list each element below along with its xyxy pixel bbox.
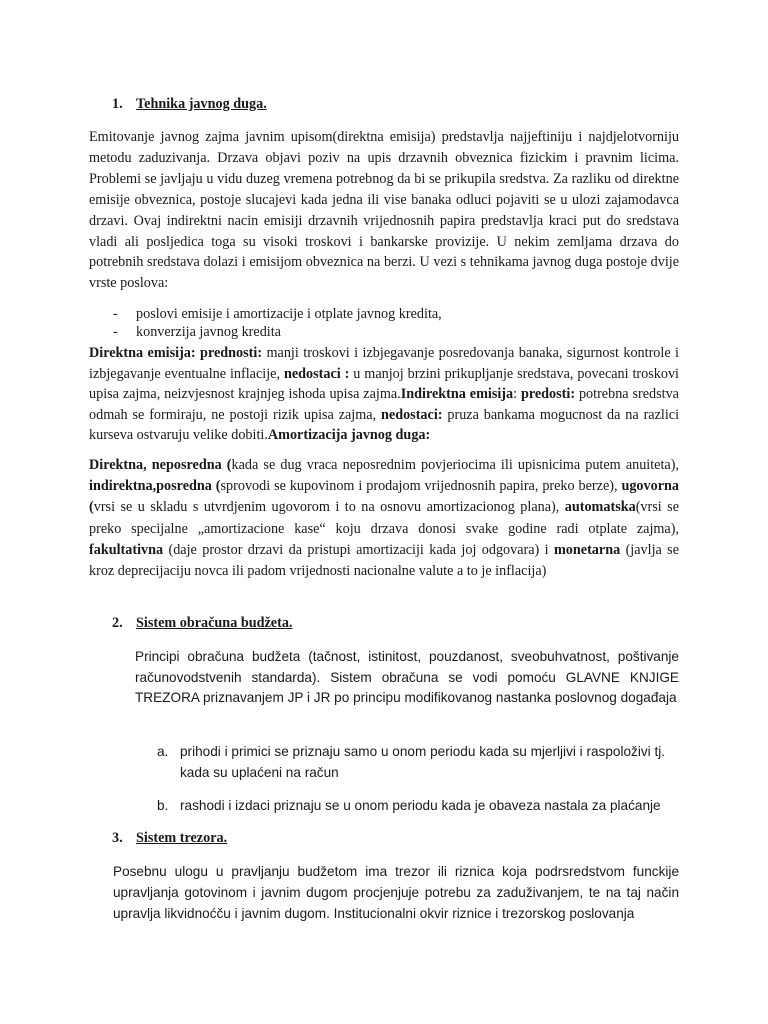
body-text: (vrsi se preko specijalne „amortizacione kase“ koju drzava donosi svake godine radi otplate zajma), — [89, 499, 679, 537]
body-text: (daje prostor drzavi da pristupi amortizaciji kada joj odgovara) i — [163, 541, 554, 558]
section-number: 2. — [112, 615, 123, 631]
section-title: Sistem obračuna budžeta. — [136, 615, 293, 631]
bullet-item — [113, 322, 281, 343]
section-title: Sistem trezora. — [136, 830, 228, 846]
list-marker: a. — [157, 744, 169, 759]
bold-term: Indirektna emisija — [400, 386, 514, 403]
bold-term: predosti: — [520, 386, 576, 403]
bold-term: nedostaci: — [381, 406, 443, 423]
section-1-heading — [112, 94, 267, 115]
section-title: Tehnika javnog duga. — [136, 96, 267, 112]
bullet-text: poslovi emisije i amortizacije i otplate javnog kredita, — [136, 306, 442, 322]
body-text: sprovodi se kupovinom i prodajom vrijednosnih papira, preko berze), — [220, 478, 622, 495]
bullet-dash: - — [113, 306, 118, 322]
body-text: vrsi se u skladu s utvrdjenim ugovorom i to na osnovu amortizacionog plana), — [93, 499, 565, 516]
bold-term: monetarna — [553, 541, 621, 558]
bold-term: nedostaci : — [283, 365, 350, 382]
section-1-paragraph: Emitovanje javnog zajma javnim upisom(direktna emisija) predstavlja najjeftiniju i najdjelotvorniju metodu zaduzivanja. Drzava objavi poziv na upis drzavnih obveznica fizickim i pravnim licima. Problemi se javljaju u vidu duzeg vremena potrebnog da bi se prikupila sredstva. Za razliku od direktne emisije obveznica, postoje slucajevi kada jedna ili vise banaka odluci pojaviti se u ulozi zajamodavca drzavi. Ovaj indirektni nacin emisiji drzavnih vrijednosnih papira predstavlja kraci put do sredstava vladi ali posljedica toga su visoki troskovi i bankarske provizije. U nekim zemljama drzava do potrebnih sredstava dolazi i emisijom obveznica na berzi. U vezi s tehnikama javnog duga postoje dvije vrste poslova: — [89, 129, 679, 292]
ordered-list-item — [157, 796, 720, 817]
bold-term: Amortizacija javnog duga: — [267, 427, 431, 444]
bullet-dash: - — [113, 324, 118, 340]
bold-term: indirektna,posredna ( — [89, 478, 221, 495]
section-3-paragraph: Posebnu ulogu u pravljanju budžetom ima trezor ili riznica koja podrsredstvom funckije upravljanja gotovinom i javnim dugom procjenjuje potrebu za zaduživanjem, te na taj način upravlja likvidnoćču i javnim dugom. Institucionalni okvir riznice i trezorskog poslovanja — [113, 864, 679, 921]
list-marker: b. — [157, 798, 169, 813]
body-text: pruza bankama mogucnost da na razlici kurseva ostvaruju velike dobiti. — [89, 406, 680, 444]
list-item-text: rashodi i izdaci priznaju se u onom periodu kada je obaveza nastala za plaćanje — [180, 798, 661, 813]
emission-paragraph — [89, 343, 679, 446]
section-number: 3. — [112, 830, 123, 846]
body-text: (javlja se kroz deprecijaciju novca ili padom vrijednosti nacionalne valute a to je inflacija) — [89, 541, 680, 580]
bold-term: Direktna emisija: prednosti: — [89, 345, 263, 361]
body-text: : — [513, 386, 521, 403]
body-text: manji troskovi i izbjegavanje posredovanja banaka, sigurnost kontrole i izbjegavanje eventualne inflacije, — [89, 345, 680, 382]
body-text: kada se dug vraca neposrednim povjeriocima ili upisnicima putem anuiteta), — [231, 457, 679, 473]
bullet-text: konverzija javnog kredita — [136, 324, 281, 340]
body-text: potrebna sredstva odmah se formiraju, ne postoji rizik upisa zajma, — [89, 386, 679, 423]
bold-term: automatska — [564, 499, 636, 516]
section-2-heading — [112, 613, 292, 634]
ordered-list-item — [157, 742, 680, 783]
list-item-text: prihodi i primici se priznaju samo u onom periodu kada su mjerljivi i raspoloživi tj. kada su uplaćeni na račun — [180, 744, 666, 780]
body-text: u manjoj brzini prikupljanje sredstava, povecani troskovi upisa zajma, neizvjesnost krajnjeg ishoda upisa zajma. — [89, 365, 679, 403]
section-number: 1. — [112, 96, 123, 112]
section-3-heading — [112, 828, 227, 849]
bold-term: Direktna, neposredna ( — [89, 457, 232, 473]
section-2-paragraph: Principi obračuna budžeta (tačnost, istinitost, pouzdanost, sveobuhvatnost, poštivanje računovodstvenih standarda). Sistem obračuna se vodi pomoću GLAVNE KNJIGE TREZORA priznavanjem JP i JR po principu modifikovanog nastanka poslovnog događaja — [135, 649, 679, 706]
bold-term: ugovorna ( — [89, 478, 679, 516]
bold-term: fakultativna — [89, 541, 164, 558]
amortization-paragraph — [89, 455, 679, 582]
